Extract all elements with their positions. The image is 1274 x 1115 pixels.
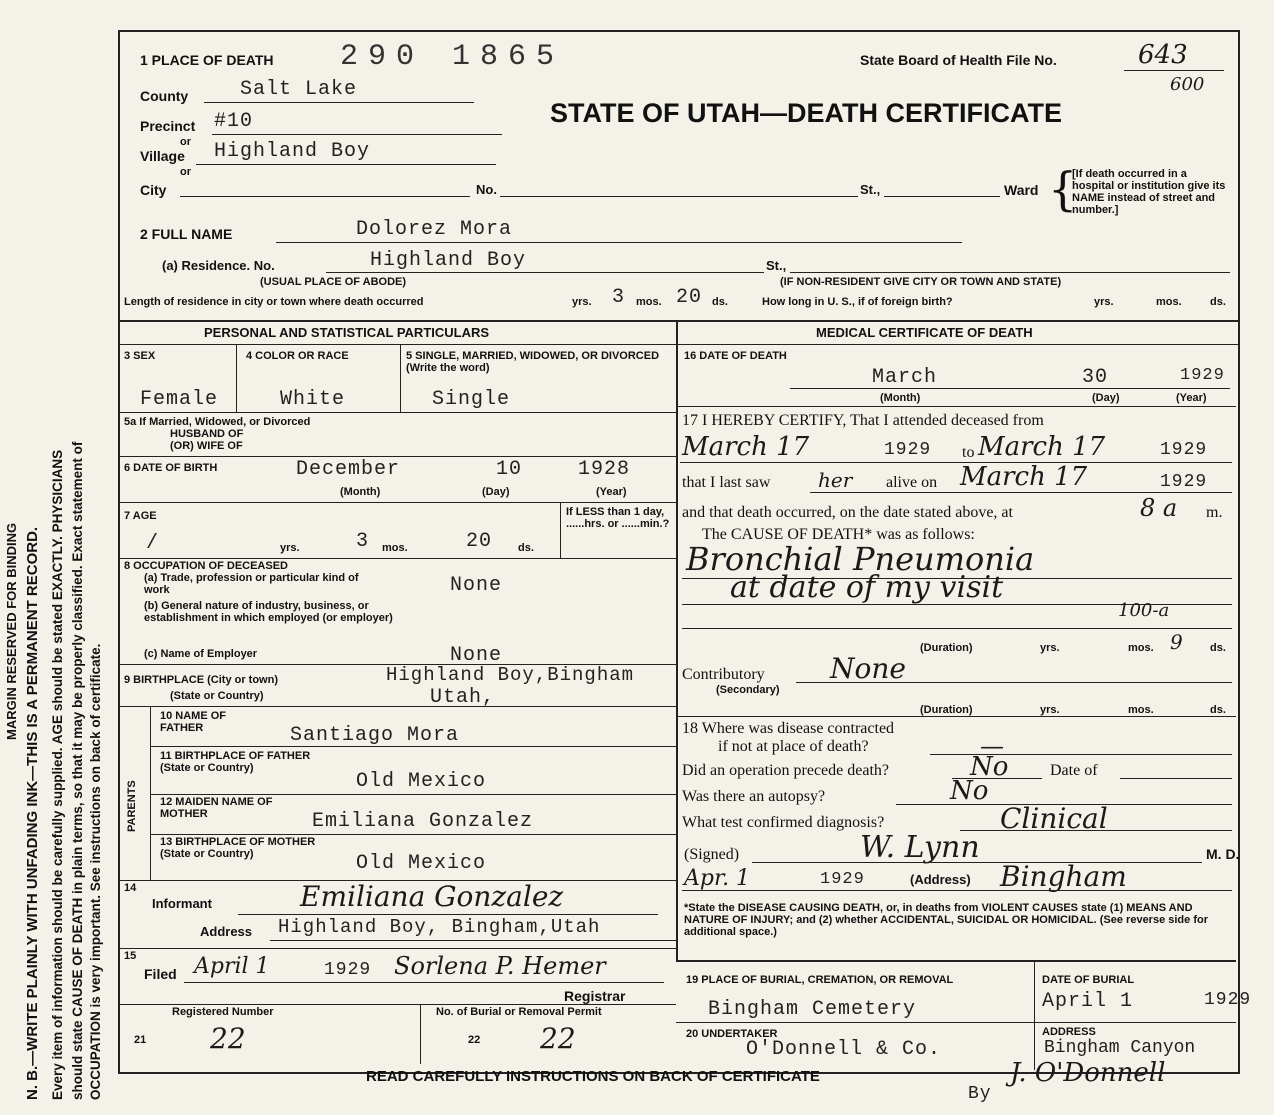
undertaker-address: Bingham Canyon (1044, 1038, 1196, 1058)
duration-ds-value: 9 (1170, 630, 1183, 654)
footer-instructions: READ CAREFULLY INSTRUCTIONS ON BACK OF CERTIFICATE (366, 1068, 820, 1085)
occupation-a-label: (a) Trade, profession or particular kind of work (144, 572, 359, 596)
burial-permit-number: 22 (540, 1022, 576, 1055)
street-label: St., (860, 182, 881, 197)
certificate-number: 290 1865 (340, 40, 565, 74)
signed-address: Bingham (1000, 860, 1127, 893)
last-saw-label: that I last saw (682, 474, 771, 491)
cause-code: 100-a (1118, 600, 1170, 621)
duration-ds-2: ds. (1210, 704, 1226, 716)
duration-label-2: (Duration) (920, 704, 973, 716)
occupation-b-label: (b) General nature of industry, business, or establishment in which employed (or employer) (144, 600, 393, 624)
margin-instruction-1: Every item of information should be carefully supplied. AGE should be stated EXACTLY. PHYSICIANS (50, 449, 65, 1100)
length-mos-value: 3 (612, 286, 626, 309)
mother-value: Emiliana Gonzalez (312, 810, 534, 833)
village-label: Village (140, 148, 185, 164)
residence-street-label: St., (766, 258, 787, 273)
disease-contracted-label-2: if not at place of death? (718, 738, 869, 755)
length-yrs-label: yrs. (572, 296, 592, 308)
physician-signature: W. Lynn (860, 830, 980, 865)
color-label: 4 COLOR OR RACE (246, 350, 349, 362)
city-label: City (140, 182, 167, 198)
length-of-residence-label: Length of residence in city or town where death occurred (124, 296, 424, 308)
age-ds-label: ds. (518, 542, 534, 554)
burial-place-value: Bingham Cemetery (708, 998, 917, 1021)
spouse-label-3: (OR) WIFE OF (170, 440, 243, 452)
attended-to-year: 1929 (1160, 440, 1208, 460)
occupation-label: 8 OCCUPATION OF DECEASED (124, 560, 288, 572)
or-label-1: or (180, 136, 191, 148)
spouse-label-1: 5a If Married, Widowed, or Divorced (124, 416, 311, 428)
birthplace-label: 9 BIRTHPLACE (City or town) (124, 674, 278, 686)
burial-date: April 1 (1042, 990, 1134, 1013)
dod-month-label: (Month) (880, 392, 921, 404)
burial-place-label: 19 PLACE OF BURIAL, CREMATION, OR REMOVAL (686, 974, 954, 986)
dod-year: 1929 (1180, 366, 1225, 385)
village-value: Highland Boy (214, 140, 371, 163)
dod-year-label: (Year) (1176, 392, 1207, 404)
margin-instruction-2: should state CAUSE OF DEATH in plain terms, so that it may be properly classified. Exact statement of (70, 441, 85, 1100)
disease-contracted-label: 18 Where was disease contracted (682, 720, 895, 737)
dod-month: March (872, 366, 938, 389)
informant-signature: Emiliana Gonzalez (300, 880, 564, 913)
filed-year: 1929 (324, 960, 372, 980)
mother-label: 12 MAIDEN NAME OF MOTHER (160, 796, 273, 820)
filed-date: April 1 (194, 954, 270, 979)
filed-label: Filed (144, 966, 177, 982)
undertaker-address-label: ADDRESS (1042, 1026, 1096, 1038)
margin-instruction-3: OCCUPATION is very important. See instructions on back of certificate. (88, 643, 103, 1100)
burial-year: 1929 (1204, 990, 1252, 1010)
registered-number-label: Registered Number (172, 1006, 274, 1018)
non-resident-label: (IF NON-RESIDENT GIVE CITY OR TOWN AND STATE) (780, 276, 1062, 288)
disease-contracted-value: — (980, 732, 1004, 760)
signed-year: 1929 (820, 870, 865, 889)
age-mos: 3 (356, 530, 370, 553)
contributory-value: None (830, 652, 906, 685)
father-value: Santiago Mora (290, 724, 460, 747)
informant-number-label: 14 (124, 882, 137, 894)
signed-label: (Signed) (684, 846, 740, 863)
undertaker-label: 20 UNDERTAKER (686, 1028, 778, 1040)
registrar-signature: Sorlena P. Hemer (394, 952, 606, 980)
dob-month-label: (Month) (340, 486, 381, 498)
margin-notice-text: N. B.—WRITE PLAINLY WITH UNFADING INK—THIS IS A PERMANENT RECORD. (24, 526, 41, 1100)
full-name-value: Dolorez Mora (356, 218, 513, 241)
place-of-death-label: 1 PLACE OF DEATH (140, 52, 274, 68)
registrar-label: Registrar (564, 988, 626, 1004)
abode-label: (USUAL PLACE OF ABODE) (260, 276, 407, 288)
personal-heading: PERSONAL AND STATISTICAL PARTICULARS (204, 325, 490, 340)
father-label: 10 NAME OF FATHER (160, 710, 227, 734)
duration-yrs-2: yrs. (1040, 704, 1060, 716)
length-ds-label: ds. (712, 296, 728, 308)
dod-day: 30 (1082, 366, 1109, 389)
precinct-label: Precinct (140, 118, 196, 134)
death-time-label: and that death occurred, on the date stated above, at (682, 504, 1013, 521)
date-of-death-label: 16 DATE OF DEATH (684, 350, 787, 362)
us-ds-label: ds. (1210, 296, 1226, 308)
duration-ds-1: ds. (1210, 642, 1226, 654)
mother-bp-value: Old Mexico (356, 852, 487, 875)
duration-mos-2: mos. (1128, 704, 1154, 716)
md-label: M. D. (1206, 846, 1240, 862)
brace-icon: { (1048, 162, 1078, 216)
operation-label: Did an operation precede death? (682, 762, 890, 779)
burial-date-label: DATE OF BURIAL (1042, 974, 1135, 986)
attended-from-date: March 17 (682, 432, 810, 462)
signed-address-label: (Address) (910, 872, 971, 887)
date-of-label: Date of (1050, 762, 1098, 779)
street-number-label: No. (476, 182, 497, 197)
less-than-day-label: If LESS than 1 day, ......hrs. or ......min.? (566, 506, 670, 530)
signed-date: Apr. 1 (684, 866, 751, 891)
age-mos-label: mos. (382, 542, 408, 554)
precinct-value: #10 (214, 110, 254, 133)
file-number-alt: 600 (1170, 74, 1205, 95)
father-bp-label: 11 BIRTHPLACE OF FATHER (State or Country) (160, 750, 311, 774)
cause-instructions-note: *State the DISEASE CAUSING DEATH, or, in deaths from VIOLENT CAUSES state (1) MEANS AND NATURE OF INJURY; and (2) whether ACCIDENTAL, SUICIDAL OR HOMICIDAL. (See reverse side for additional space.) (684, 902, 1208, 938)
item-22-label: 22 (468, 1034, 481, 1046)
meridiem-label: m. (1206, 504, 1223, 521)
operation-value: No (970, 752, 1009, 782)
alive-on-label: alive on (886, 474, 938, 491)
death-time: 8 a (1140, 494, 1178, 522)
dod-day-label: (Day) (1092, 392, 1120, 404)
ward-label: Ward (1004, 182, 1039, 198)
mother-bp-label: 13 BIRTHPLACE OF MOTHER (State or Country) (160, 836, 316, 860)
undertaker-value: O'Donnell & Co. (746, 1038, 942, 1061)
duration-label-1: (Duration) (920, 642, 973, 654)
item-21-label: 21 (134, 1034, 147, 1046)
attended-to-date: March 17 (978, 432, 1106, 462)
birthplace-sub-label: (State or Country) (170, 690, 264, 702)
medical-heading: MEDICAL CERTIFICATE OF DEATH (816, 325, 1033, 340)
spouse-label-2: HUSBAND OF (170, 428, 244, 440)
dob-month: December (296, 458, 401, 481)
full-name-label: 2 FULL NAME (140, 226, 233, 242)
us-yrs-label: yrs. (1094, 296, 1114, 308)
certify-label: 17 I HEREBY CERTIFY, That I attended deceased from (682, 412, 1044, 429)
informant-address: Highland Boy, Bingham,Utah (278, 916, 601, 938)
alive-on-date: March 17 (960, 462, 1088, 492)
sex-value: Female (140, 388, 219, 411)
residence-value: Highland Boy (370, 249, 527, 272)
cause-line-2: at date of my visit (730, 570, 1004, 605)
test-label: What test confirmed diagnosis? (682, 814, 885, 831)
or-label-2: or (180, 166, 191, 178)
cause-line-1: Bronchial Pneumonia (686, 540, 1035, 578)
length-ds-value: 20 (676, 286, 703, 309)
sex-label: 3 SEX (124, 350, 156, 362)
parents-label: PARENTS (126, 780, 138, 832)
cause-label: The CAUSE OF DEATH* was as follows: (702, 526, 975, 543)
last-saw-pronoun: her (818, 468, 853, 492)
autopsy-value: No (950, 776, 989, 806)
occupation-c-value: None (450, 644, 503, 667)
alive-on-year: 1929 (1160, 472, 1208, 492)
registered-number: 22 (210, 1022, 246, 1055)
autopsy-label: Was there an autopsy? (682, 788, 826, 805)
margin-binding-text: MARGIN RESERVED FOR BINDING (4, 522, 19, 740)
marital-value: Single (432, 388, 511, 411)
informant-address-label: Address (200, 924, 253, 939)
burial-permit-label: No. of Burial or Removal Permit (436, 1006, 602, 1018)
contributory-label: Contributory (682, 666, 765, 683)
dob-year-label: (Year) (596, 486, 627, 498)
father-bp-value: Old Mexico (356, 770, 487, 793)
age-yrs-label: yrs. (280, 542, 300, 554)
duration-mos-1: mos. (1128, 642, 1154, 654)
age-yrs: / (146, 532, 160, 555)
us-residence-label: How long in U. S., if of foreign birth? (762, 296, 953, 308)
undertaker-signature: J. O'Donnell (1010, 1058, 1166, 1088)
dob-day-label: (Day) (482, 486, 510, 498)
birthplace-city: Highland Boy,Bingham (386, 664, 635, 686)
attended-to-label: to (962, 444, 975, 461)
attended-from-year: 1929 (884, 440, 932, 460)
dob-year: 1928 (578, 458, 631, 481)
by-label: By (968, 1084, 992, 1104)
hospital-note: [If death occurred in a hospital or institution give its NAME instead of street and number.] (1072, 168, 1226, 216)
county-value: Salt Lake (240, 78, 358, 101)
test-value: Clinical (1000, 802, 1108, 835)
residence-label: (a) Residence. No. (162, 258, 275, 273)
certificate-title: STATE OF UTAH—DEATH CERTIFICATE (550, 98, 1062, 128)
dob-label: 6 DATE OF BIRTH (124, 462, 218, 474)
county-label: County (140, 88, 189, 104)
dob-day: 10 (496, 458, 523, 481)
informant-label: Informant (152, 896, 212, 911)
occupation-c-label: (c) Name of Employer (144, 648, 258, 660)
filed-number-label: 15 (124, 950, 137, 962)
length-mos-label: mos. (636, 296, 662, 308)
contributory-sub-label: (Secondary) (716, 684, 780, 696)
us-mos-label: mos. (1156, 296, 1182, 308)
age-label: 7 AGE (124, 510, 157, 522)
file-number-label: State Board of Health File No. (860, 52, 1057, 68)
duration-yrs-1: yrs. (1040, 642, 1060, 654)
file-number: 643 (1138, 40, 1188, 70)
marital-label: 5 SINGLE, MARRIED, WIDOWED, OR DIVORCED (Write the word) (406, 350, 660, 374)
occupation-a-value: None (450, 574, 503, 597)
color-value: White (280, 388, 346, 411)
birthplace-state: Utah, (430, 686, 496, 709)
age-ds: 20 (466, 530, 493, 553)
